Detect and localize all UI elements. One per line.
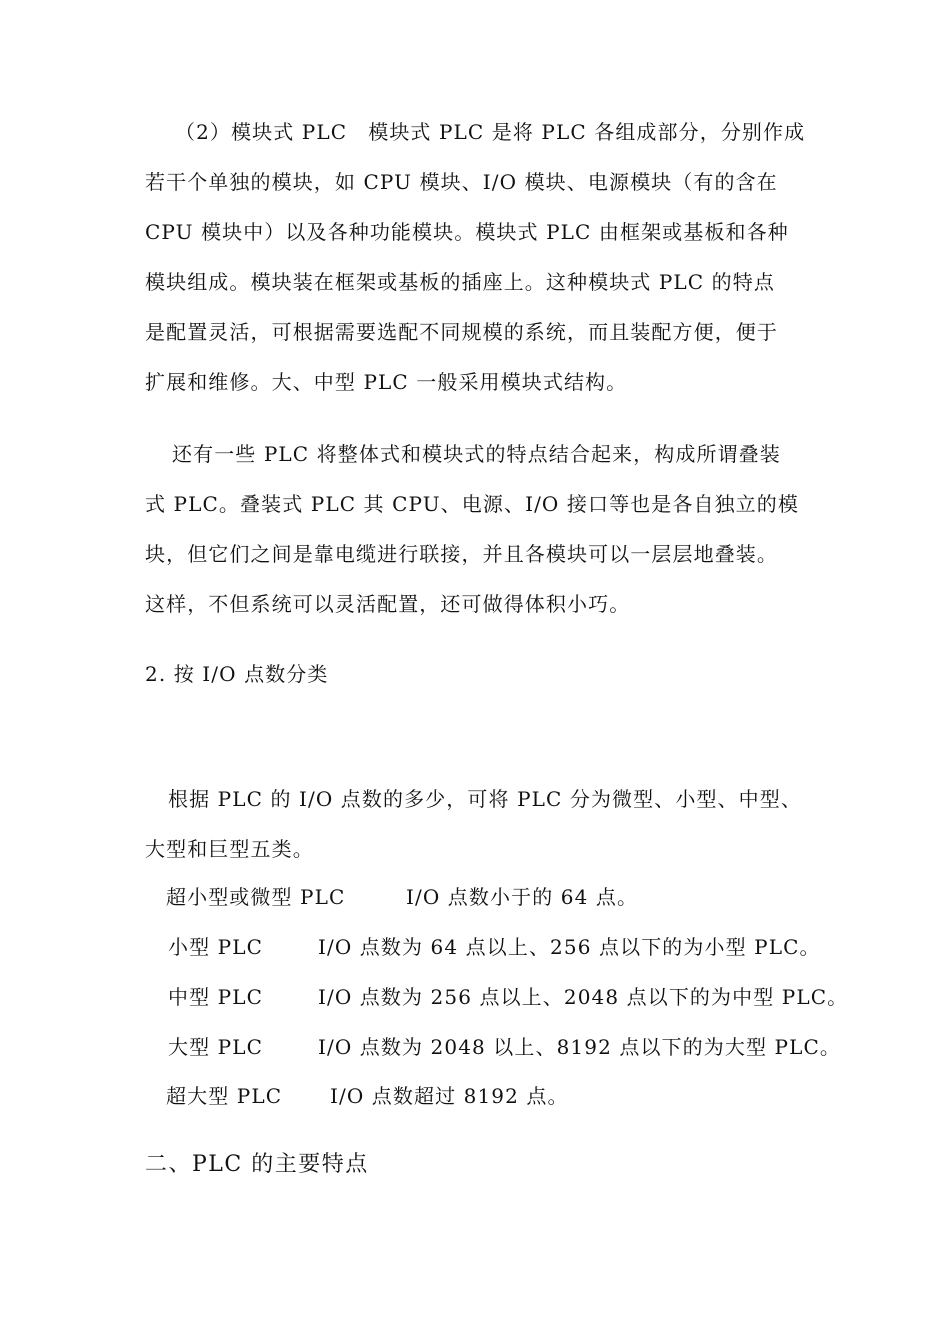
class-desc: I/O 点数小于的 64 点。 [406, 885, 639, 909]
class-name: 大型 PLC [168, 1035, 263, 1059]
text-line: 块，但它们之间是靠电缆进行联接，并且各模块可以一层层地叠装。 [145, 542, 778, 566]
text-line: 是配置灵活，可根据需要选配不同规模的系统，而且装配方便，便于 [145, 320, 778, 344]
text-line: 这样，不但系统可以灵活配置，还可做得体积小巧。 [145, 592, 631, 616]
text-line: 大型和巨型五类。 [145, 837, 314, 861]
text-line: 模块组成。模块装在框架或基板的插座上。这种模块式 PLC 的特点 [145, 270, 775, 294]
text-line: CPU 模块中）以及各种功能模块。模块式 PLC 由框架或基板和各种 [145, 220, 789, 244]
text-line: 还有一些 PLC 将整体式和模块式的特点结合起来，构成所谓叠装 [172, 442, 781, 466]
class-desc: I/O 点数超过 8192 点。 [330, 1084, 569, 1108]
class-desc: I/O 点数为 256 点以上、2048 点以下的为中型 PLC。 [318, 985, 849, 1009]
class-desc: I/O 点数为 2048 以上、8192 点以下的为大型 PLC。 [318, 1035, 841, 1059]
class-name: 中型 PLC [168, 985, 263, 1009]
class-name: 小型 PLC [168, 935, 263, 959]
chapter-heading: 二、PLC 的主要特点 [145, 1152, 369, 1177]
text-line: 式 PLC。叠装式 PLC 其 CPU、电源、I/O 接口等也是各自独立的模 [145, 492, 799, 516]
text-line: 扩展和维修。大、中型 PLC 一般采用模块式结构。 [145, 370, 628, 394]
text-line: 根据 PLC 的 I/O 点数的多少，可将 PLC 分为微型、小型、中型、 [168, 787, 802, 811]
text-line: 若干个单独的模块，如 CPU 模块、I/O 模块、电源模块（有的含在 [145, 170, 778, 194]
class-name: 超大型 PLC [166, 1084, 283, 1108]
text-line: （2）模块式 PLC 模块式 PLC 是将 PLC 各组成部分，分别作成 [175, 120, 806, 144]
section-heading: 2. 按 I/O 点数分类 [145, 662, 329, 686]
class-desc: I/O 点数为 64 点以上、256 点以下的为小型 PLC。 [318, 935, 821, 959]
class-name: 超小型或微型 PLC [166, 885, 346, 909]
